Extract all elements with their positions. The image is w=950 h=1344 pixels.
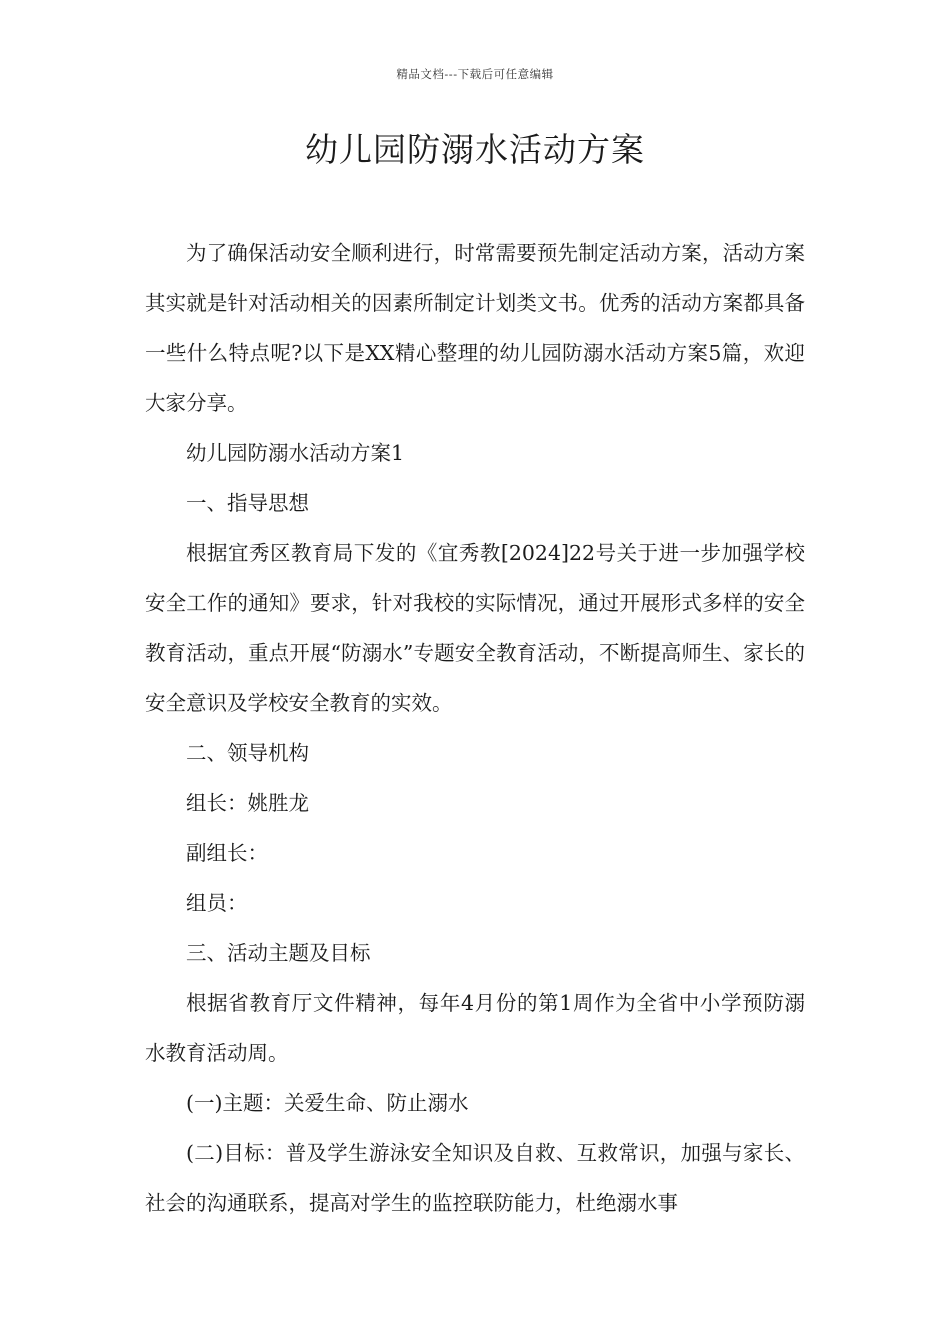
- document-body: [145, 228, 805, 1228]
- goal-line: (二)目标：普及学生游泳安全知识及自救、互救常识，加强与家长、社会的沟通联系，提高对学生的监控联防能力，杜绝溺水事: [145, 1141, 805, 1215]
- header-note: 精品文档---下载后可任意编辑: [396, 67, 554, 81]
- theme-line: (一)主题：关爱生命、防止溺水: [186, 1091, 469, 1115]
- section-heading-leadership: 二、领导机构: [186, 741, 309, 765]
- paragraph-intro: 为了确保活动安全顺利进行，时常需要预先制定活动方案，活动方案其实就是针对活动相关的因素所制定计划类文书。优秀的活动方案都具备一些什么特点呢?以下是XX精心整理的幼儿园防溺水活动方案5篇，欢迎大家分享。: [145, 241, 805, 415]
- paragraph-guiding-ideology: 根据宜秀区教育局下发的《宜秀教[2024]22号关于进一步加强学校安全工作的通知》要求，针对我校的实际情况，通过开展形式多样的安全教育活动，重点开展“防溺水”专题安全教育活动，不断提高师生、家长的安全意识及学校安全教育的实效。: [145, 541, 805, 715]
- section-heading-guiding-ideology: 一、指导思想: [186, 491, 309, 515]
- section-heading-plan-1: 幼儿园防溺水活动方案1: [186, 441, 405, 465]
- paragraph-theme-goals: 根据省教育厅文件精神，每年4月份的第1周作为全省中小学预防溺水教育活动周。: [145, 991, 805, 1065]
- leader-line: 组长：姚胜龙: [186, 791, 309, 815]
- deputy-leader-line: 副组长：: [186, 841, 268, 865]
- members-line: 组员：: [186, 891, 248, 915]
- document-title: 幼儿园防溺水活动方案: [305, 130, 645, 169]
- section-heading-theme-goals: 三、活动主题及目标: [186, 941, 371, 965]
